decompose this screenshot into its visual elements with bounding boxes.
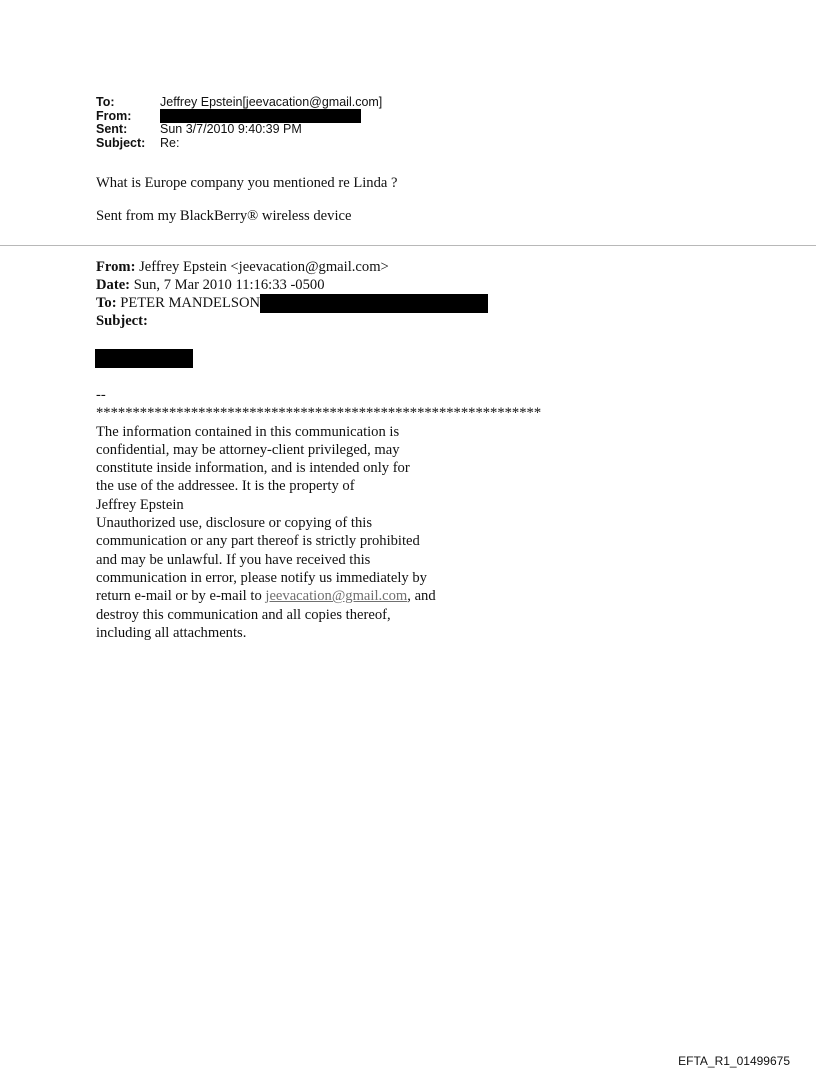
to-value: Jeffrey Epstein[jeevacation@gmail.com]: [160, 95, 383, 109]
header-from-row: [96, 110, 382, 124]
sent-label: Sent:: [96, 122, 128, 136]
quoted-from-value: Jeffrey Epstein <jeevacation@gmail.com>: [139, 259, 389, 275]
document-id: EFTA_R1_01499675: [678, 1054, 790, 1068]
notice-line: confidential, may be attorney-client privileged, may: [96, 441, 400, 458]
from-label: From:: [96, 108, 132, 123]
notice-line: communication or any part thereof is strictly prohibited: [96, 533, 420, 550]
quoted-to-row: [96, 294, 488, 312]
quoted-to-value: PETER MANDELSON: [120, 295, 261, 311]
quoted-from-row: [96, 258, 488, 276]
reply-body-line: What is Europe company you mentioned re Linda ?: [96, 175, 398, 191]
sent-value: Sun 3/7/2010 9:40:39 PM: [160, 122, 302, 136]
notice-line: Jeffrey Epstein: [96, 496, 184, 513]
signature-dashes: --: [96, 387, 106, 403]
notice-line: the use of the addressee. It is the property of: [96, 478, 355, 495]
signature-stars: *************************************************************: [96, 405, 542, 422]
notice-line: and may be unlawful. If you have received this: [96, 551, 371, 568]
quoted-subject-label: Subject:: [96, 313, 148, 329]
notice-line: constitute inside information, and is intended only for: [96, 460, 410, 477]
subject-value: Re:: [160, 135, 180, 150]
message-divider: [0, 245, 816, 246]
return-suffix: , and: [407, 588, 436, 605]
quoted-from-label: From:: [96, 259, 136, 275]
blackberry-signature: Sent from my BlackBerry® wireless device: [96, 208, 352, 224]
email-header: [96, 96, 382, 150]
redaction-to: [260, 294, 488, 313]
notice-line: The information contained in this communication is: [96, 423, 400, 440]
header-subject-row: [96, 137, 382, 151]
confidentiality-notice: [96, 386, 656, 642]
quoted-date-value: Sun, 7 Mar 2010 11:16:33 -0500: [133, 277, 325, 293]
to-label: To:: [96, 95, 115, 109]
quoted-header: [96, 258, 488, 330]
notice-line: including all attachments.: [96, 624, 247, 641]
email-link[interactable]: jeevacation@gmail.com: [265, 588, 408, 605]
quoted-date-row: [96, 276, 488, 294]
notice-line: communication in error, please notify us immediately by: [96, 569, 427, 586]
quoted-date-label: Date:: [96, 277, 131, 293]
header-to-row: [96, 96, 382, 110]
redaction-body: [95, 349, 193, 368]
header-sent-row: [96, 123, 382, 137]
return-prefix: return e-mail or by e-mail to: [96, 588, 266, 605]
notice-line: Unauthorized use, disclosure or copying of this: [96, 515, 373, 532]
notice-line: destroy this communication and all copies thereof,: [96, 606, 391, 623]
subject-label: Subject:: [96, 135, 146, 150]
quoted-subject-row: [96, 312, 488, 330]
quoted-to-label: To:: [96, 295, 117, 311]
notice-line-return: [96, 587, 656, 605]
